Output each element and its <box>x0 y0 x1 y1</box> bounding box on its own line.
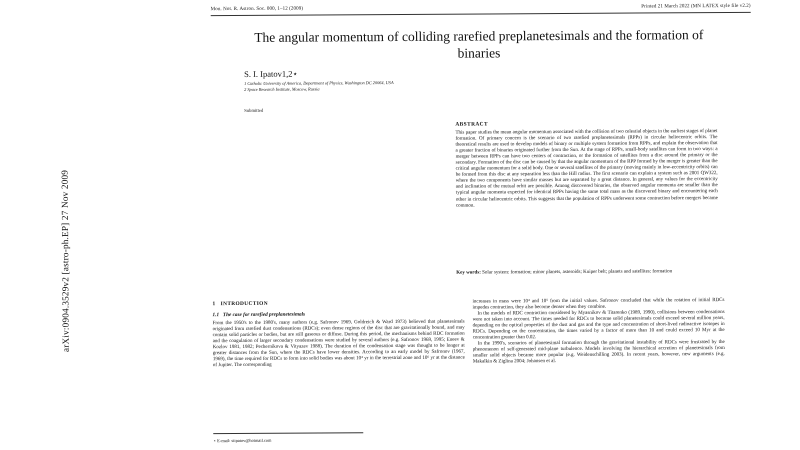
affiliations <box>244 78 714 92</box>
arxiv-stamp: arXiv:0904.3529v2 [astro-ph.EP] 27 Nov 2009 <box>59 169 71 353</box>
running-head-left: Mon. Not. R. Astron. Soc. 000, 1–12 (2009) <box>210 6 304 13</box>
submitted-label: Submitted <box>244 107 264 113</box>
subsection-heading-rarefied <box>213 311 465 319</box>
abstract-text: This paper studies the mean angular momentum associated with the collision of two celestial objects in the earliest stages of planet formation. Of primary concern is the scenario of two rarefied preplanetesimals (RPPs) in circular heliocentric orbits. The theoretical results are used to develop models of binary or multiple system formation from RPPs, and explain the observation that a greater fraction of binaries originated further from the Sun. At the stage of RPPs, small-body satellites can form in two ways: a merger between RPPs can have two centers of contraction, or the formation of satellites from a disc around the primary or the secondary. Formation of the disc can be caused by that the angular momentum of the RPP formed by the merger is greater than the critical angular momentum for a solid body. One or several satellites of the primary (moving mainly in low-eccentricity orbits) can be formed from this disc at any separation less than the Hill radius. The first scenario can explain a system such as 2001 QW322, where the two components have similar masses but are separated by a great distance. In general, any values for the eccentricity and inclination of the mutual orbit are possible. Among discovered binaries, the observed angular momenta are smaller than the typical angular momenta expected for identical RPPs having the same total mass as the discovered binary and encountering each other in circular heliocentric orbits. This suggests that the population of RPPs underwent some contraction before mergers became common. <box>455 129 718 209</box>
body-column-right <box>472 298 724 366</box>
footnote-rule <box>213 432 363 433</box>
paragraph: In the models of RDC contraction considered by Myasnikov & Titarenko (1989, 1990), collisions between condensations were not taken into account. The times needed for RDCs to become solid planetesimals could exceed several million years, depending on the optical properties of the dust and gas and the type and concentration of short-lived radioactive isotopes in RDCs. Depending on the concentration, the times varied by a factor of more than 10 and could exceed 10 Myr at the concentration greater than 0.02. <box>472 310 725 341</box>
paragraph: In the 1990's, scenarios of planetesimal formation through the gravitational instability of RDCs were frustrated by the phenomenon of self-generated mid-plane turbulence. Models involving the hierarchical accretion of planetesimals from smaller solid objects became more popular (e.g. Weidenschilling 2003). In recent years, however, new arguments (e.g. Makalkin & Ziglina 2004; Johansen et al. <box>472 340 725 366</box>
paper-content <box>149 0 764 450</box>
keywords-label: Key words: <box>456 270 481 276</box>
subsection-title: The case for rarefied preplanetesimals <box>222 311 306 319</box>
keywords <box>456 269 718 277</box>
paragraph: increases in mass were 10⁴ and 10⁵ from the initial values. Safronov concluded that while the rotation of initial RDCs impedes contraction, they also become denser when they combine. <box>472 298 725 311</box>
footnote-email: ⋆ E-mail: siipatov@hotmail.com <box>213 437 272 444</box>
affiliation-2: 2 Space Research Institute, Moscow, Russia <box>244 86 320 92</box>
paragraph: From the 1950's to the 1980's, many authors (e.g. Safronov 1969, Goldreich & Ward 1973) believed that planetesimals originated from rarefied dust condensations (RDCs); even dense regions of the disc that are gravitationally bound, and may contain solid particles or bodies, but are still gaseous or diffuse. During this period, the mechanisms behind RDC formation and the coagulation of larger secondary condensations were studied by several authors (e.g. Safronov 1969, 1995; Eneev & Kozlov 1981, 1982; Pechernikova & Vityazev 1988). The duration of the condensation stage was thought to be longer at greater distances from the Sun, where the RDCs have lower densities. According to an early model by Safronov (1967, 1969), the time required for RDCs to form into solid bodies was about 10⁴ yr in the terrestrial zone and 10⁶ yr at the distance of Jupiter. The corresponding <box>212 319 465 369</box>
affiliation-1: 1 Catholic University of America, Department of Physics, Washington DC 20064, USA <box>244 80 394 86</box>
section-title: INTRODUCTION <box>220 300 268 308</box>
section-number: 1 <box>212 301 216 308</box>
keywords-text: Solar system: formation; minor planets, asteroids; Kuiper belt; planets and satellites: formation <box>482 269 673 276</box>
body-column-left <box>212 300 464 370</box>
header-rule <box>211 12 751 16</box>
subsection-number: 1.1 <box>212 312 220 319</box>
running-head <box>210 3 751 13</box>
page-title: The angular momentum of colliding rarefied preplanetesimals and the formation of binaries <box>254 27 704 61</box>
author-list: S. I. Ipatov1,2⋆ <box>244 68 298 79</box>
abstract-heading: ABSTRACT <box>455 121 488 128</box>
running-head-right: Printed 21 March 2022 (MN LATEX style file v2.2) <box>641 3 751 10</box>
section-heading-introduction <box>212 300 464 308</box>
